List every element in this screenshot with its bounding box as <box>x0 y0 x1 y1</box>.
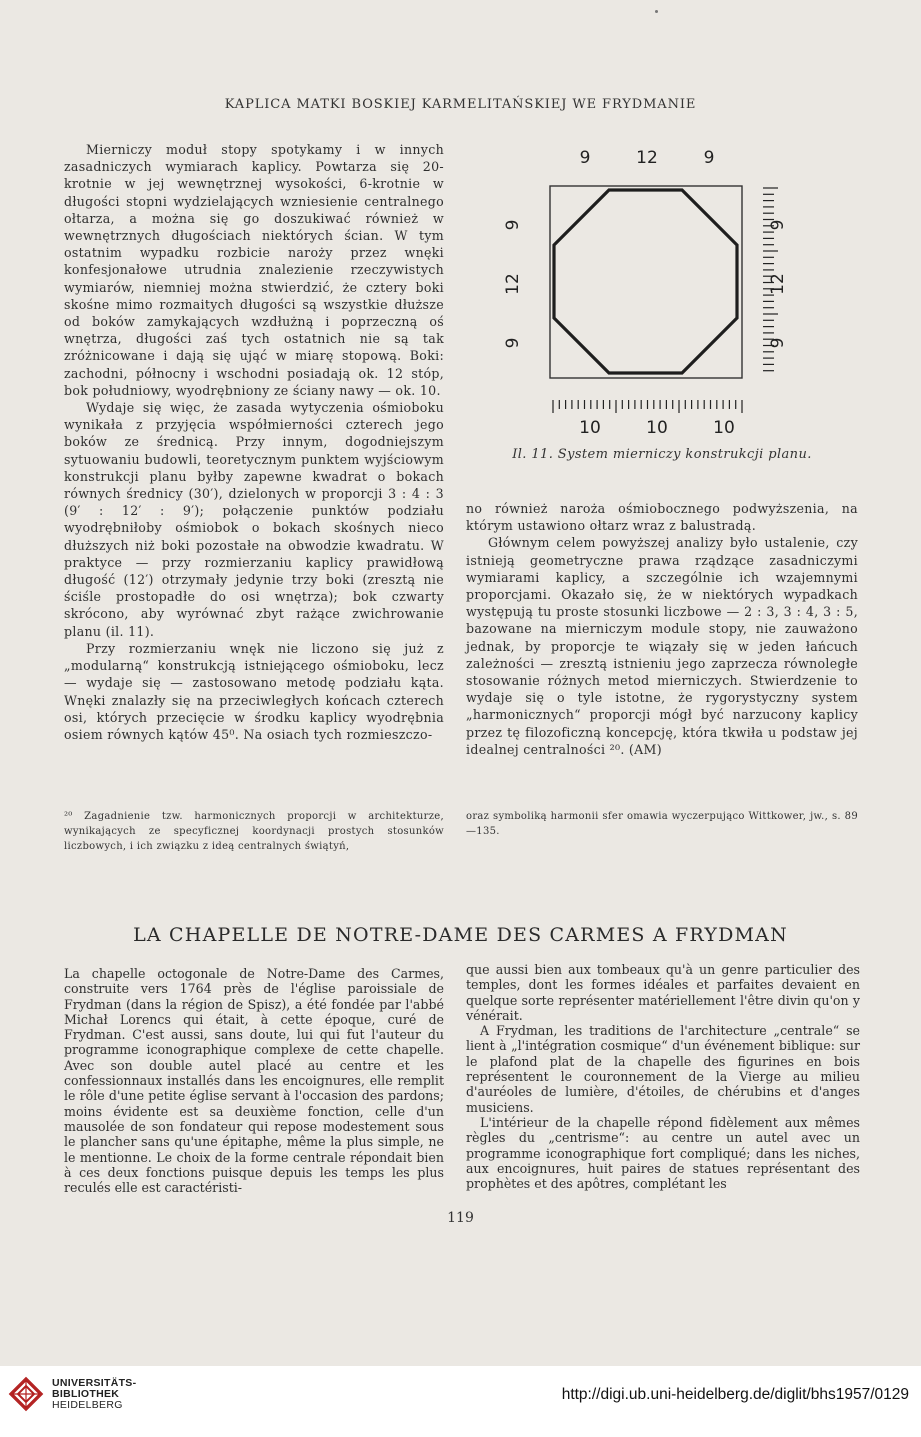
bottom-label: 10 <box>713 418 735 438</box>
octagon <box>554 190 737 373</box>
left-label: 12 <box>503 273 523 295</box>
bottom-label: 10 <box>579 418 601 438</box>
left-label: 9 <box>503 219 523 231</box>
right-label: 9 <box>768 337 788 349</box>
footnote-left: ²⁰ Zagadnienie tzw. harmonicznych proporcji w architekturze, wynikających ze specyficznej koordynacji prostych stosunków liczbowych, i ich związku z ideą centralnych świątyń, <box>64 811 444 852</box>
digitization-footer <box>0 1366 921 1437</box>
library-name: UNIVERSITÄTS- BIBLIOTHEK HEIDELBERG <box>52 1377 137 1411</box>
outer-square <box>550 186 742 378</box>
left-label: 9 <box>503 337 523 349</box>
top-label: 9 <box>703 148 715 168</box>
bottom-scale <box>553 400 742 413</box>
polish-text-left-column <box>64 141 444 743</box>
right-label: 9 <box>768 219 788 231</box>
library-logo-icon <box>8 1376 44 1412</box>
paragraph: Głównym celem powyższej analizy było ustalenie, czy istnieją geometryczne prawa rządzące zasadniczymi wymiarami kaplicy, a szczególnie ich wzajemnymi proporcjami. Okazało się, że w niektórych wypadkach występują tu proste stosunki liczbowe — 2 : 3, 3 : 4, 3 : 5, bazowane na mierniczym module stopy, nie zauważono jednak, by proporcje te wiązały się w jeden łańcuch zależności — zresztą istnieniu jego zaprzecza równoległe stosowanie różnych metod mierniczych. Stwierdzenie to wydaje się o tyle istotne, że rygorystyczny system „harmonicznych“ proporcji mógł być narzucony kaplicy przez tę filozoficzną koncepcję, która tkwiła u podstaw jej idealnej centralności ²⁰. (AM) <box>466 535 858 757</box>
paragraph: La chapelle octogonale de Notre-Dame des Carmes, construite vers 1764 près de l'église paroissiale de Frydman (dans la région de Spisz), a été fondée par l'abbé Michał Lorencs qui était, à cette époque, curé de Frydman. C'est aussi, sans doute, lui qui fut l'auteur du programme iconographique complexe de cette chapelle. Avec son double autel placé au centre et les confessionnaux installés dans les encoignures, elle remplit le rôle d'une petite église servant à l'occasion des pardons; moins évidente est sa deuxième fonction, celle d'un mausolée de son fondateur qui repose modestement sous le plancher sans qu'une épitaphe, même la plus simple, ne le mentionne. Le choix de la forme centrale répondait bien à ces deux fonctions puisque depuis les temps les plus reculés elle est caractéristi- <box>64 966 444 1196</box>
source-url[interactable]: http://digi.ub.uni-heidelberg.de/diglit/bhs1957/0129 <box>561 1386 909 1403</box>
paragraph: no również naroża ośmiobocznego podwyższenia, na którym ustawiono ołtarz wraz z balustradą. <box>466 501 858 534</box>
running-header: KAPLICA MATKI BOSKIEJ KARMELITAŃSKIEJ WE FRYDMANIE <box>224 97 697 112</box>
paragraph: Wydaje się więc, że zasada wytyczenia ośmioboku wynikała z przyjęcia współmierności czterech jego boków ze średnicą. Przy innym, dogodniejszym sytuowaniu budowli, teoretycznym punktem wyjściowym konstrukcji planu byłby zapewne kwadrat o bokach równych średnicy (30′), dzielonych w proporcji 3 : 4 : 3 (9′ : 12′ : 9′); połączenie punktów podziału wyodrębniłoby ośmiobok o bokach skośnych nieco dłuższych niż boki pozostałe na obwodzie kwadratu. W praktyce — przy rozmierzaniu kaplicy prawidłową długość (12′) otrzymały jedynie trzy boki (zresztą nie ściśle prostopadłe do osi wnętrza); bok czwarty skrócono, aby wyrównać zbyt rażące zwichrowanie planu (il. 11). <box>64 400 444 639</box>
bottom-label: 10 <box>646 418 668 438</box>
page-number: 119 <box>447 1210 474 1226</box>
paragraph: L'intérieur de la chapelle répond fidèlement aux mêmes règles du „centrisme“: au centre un autel avec un programme iconographique fort compliqué; dans les niches, aux encoignures, huit paires de statues représentant des prophètes et des apôtres, complétant les <box>466 1114 860 1192</box>
top-label: 9 <box>579 148 591 168</box>
polish-text-right-column <box>466 500 858 758</box>
paragraph: Przy rozmierzaniu wnęk nie liczono się już z „modularną“ konstrukcją istniejącego ośmioboku, lecz — wydaje się — zastosowano metodę podziału kąta. Wnęki znalazły się na przeciwległych końcach czterech osi, których przecięcie w środku kaplicy wyodrębnia osiem równych kątów 45⁰. Na osiach tych rozmieszczo- <box>64 640 444 742</box>
right-label: 12 <box>768 273 788 295</box>
top-label: 12 <box>636 148 658 168</box>
paragraph: A Frydman, les traditions de l'architecture „centrale“ se lient à „l'intégration cosmique“ d'un événement biblique: sur le plafond plat de la chapelle des figurines en bois représentent le couronnement de la Vierge au milieu d'auréoles de lumière, d'étoiles, de chérubins et d'anges musiciens. <box>466 1023 860 1115</box>
octagon-plan-diagram <box>503 143 806 443</box>
french-section-title: LA CHAPELLE DE NOTRE-DAME DES CARMES A FRYDMAN <box>133 924 788 946</box>
scan-speck <box>655 10 658 13</box>
french-text-right-column <box>466 962 860 1191</box>
french-text-left-column <box>64 966 444 1195</box>
paragraph: que aussi bien aux tombeaux qu'à un genre particulier des temples, dont les formes idéales et parfaites devaient en quelque sorte représenter matériellement l'être divin qu'on y vénérait. <box>466 962 860 1023</box>
footnote-right: oraz symboliką harmonii sfer omawia wyczerpująco Wittkower, jw., s. 89—135. <box>466 811 858 837</box>
paragraph: Mierniczy moduł stopy spotykamy i w innych zasadniczych wymiarach kaplicy. Powtarza się 20-krotnie w jej wewnętrznej wysokości, 6-krotnie w długości stopni wydzielających wzniesienie centralnego ołtarza, a można się go doszukiwać również w wewnętrznych długościach niektórych ścian. W tym ostatnim wypadku rozbicie naroży przez wnęki konfesjonałowe utrudnia znalezienie rzeczywistych wymiarów, niemniej można stwierdzić, że cztery boki skośne mimo rozmaitych długości są wszystkie dłuższe od boków zamykających wzdłużną i poprzeczną oś wnętrza, długości zaś tych ostatnich nie są tak zróżnicowane i dają się ująć w miarę stopową. Boki: zachodni, północny i wschodni posiadają ok. 12 stóp, bok południowy, wyodrębniony ze ściany nawy — ok. 10. <box>64 142 444 398</box>
figure-caption: Il. 11. System mierniczy konstrukcji planu. <box>512 447 812 462</box>
